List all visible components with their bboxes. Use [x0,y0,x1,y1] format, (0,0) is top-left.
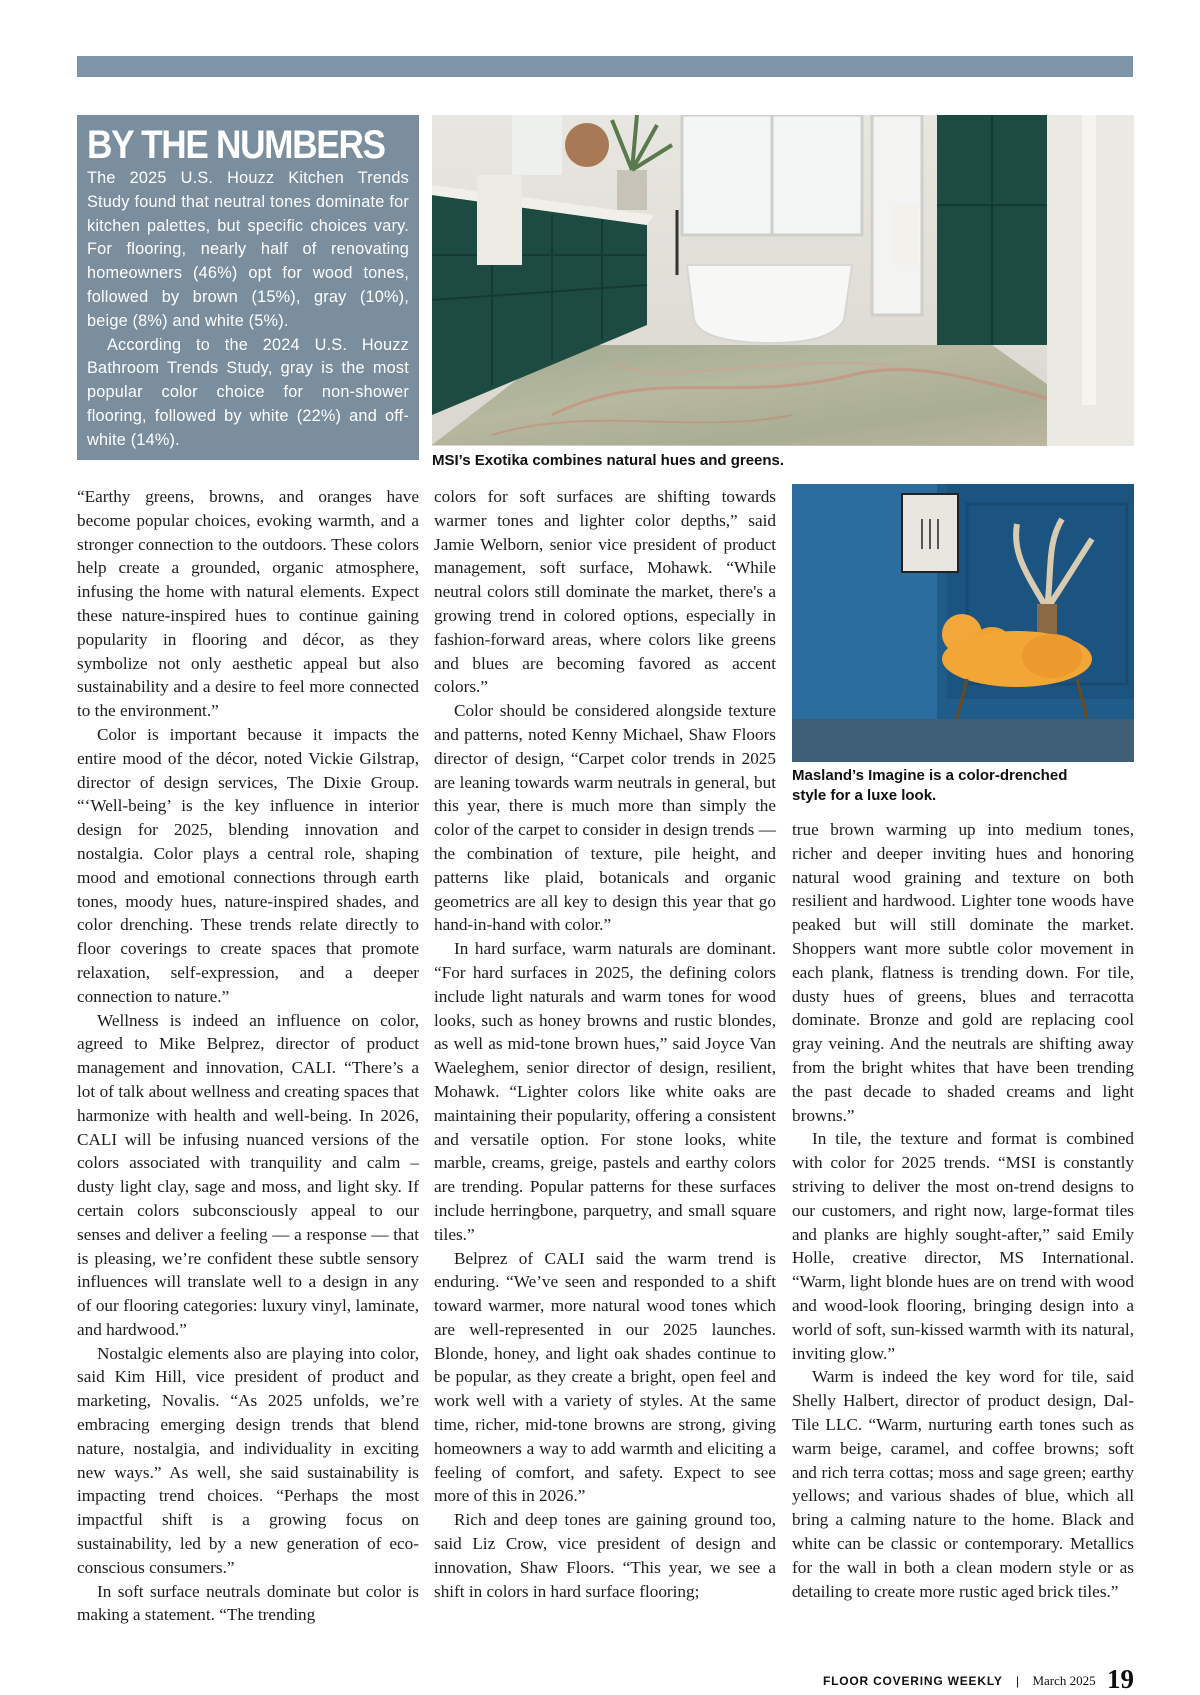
article-paragraph: In hard surface, warm naturals are dominant. “For hard surfaces in 2025, the defining colors include light naturals and warm tones for wood looks, such as honey browns and rustic blondes, as well as mid-tone brown hues,” said Joyce Van Waeleghem, senior director of design, resilient, Mohawk. “Lighter colors like white oaks are maintaining their popularity, offering a consistent and versatile option. For stone looks, white marble, creams, greige, pastels and earthy colors are trending. Popular patterns for these surfaces include herringbone, parquetry, and small square tiles.” [434,939,776,1244]
blue-room-chair-photo [792,484,1134,762]
article-paragraph: Rich and deep tones are gaining ground too, said Liz Crow, vice president of design and innovation, Shaw Floors. “This year, we see a shift in colors in hard surface flooring; [434,1510,776,1601]
article-paragraph: Nostalgic elements also are playing into color, said Kim Hill, vice president of product and marketing, Novalis. “As 2025 unfolds, we’re embracing emerging design trends that blend nature, nostalgia, and individuality in exciting new ways.” As well, she said sustainability is impacting trend choices. “Perhaps the most impactful shift is a growing focus on sustainability, led by a new generation of eco-conscious consumers.” [77,1343,419,1577]
publication-name: FLOOR COVERING WEEKLY [822,1674,1003,1688]
by-the-numbers-sidebar [77,115,419,460]
article-paragraph: colors for soft surfaces are shifting towards warmer tones and lighter color depths,” said Jamie Welborn, senior vice president of product management, soft surface, Mohawk. “While neutral colors still dominate the market, there's a growing trend in colored options, especially in fashion-forward areas, where colors like greens and blues are becoming favored as accent colors.” [434,487,776,697]
article-column-1 [77,485,419,1627]
sidebar-paragraph: According to the 2024 U.S. Houzz Bathroom Trends Study, gray is the most popular color choice for non-shower flooring, followed by white (22%) and off-white (14%). [87,335,409,449]
bathroom-photo [432,115,1134,446]
article-paragraph: Wellness is indeed an influence on color, agreed to Mike Belprez, director of product management and innovation, CALI. “There’s a lot of talk about wellness and creating spaces that harmonize with health and well-being. In 2026, CALI will be infusing nuanced versions of the colors associated with tranquility and calm – dusty light clay, sage and moss, and light sky. If certain colors subconsciously appeal to our senses and deliver a feeling — a response — that is pleasing, we’re confident these subtle sensory influences will translate well to a design in any of our flooring categories: luxury vinyl, laminate, and hardwood.” [77,1010,419,1339]
issue-date: March 2025 [1032,1673,1096,1688]
article-column-2 [434,485,776,1603]
article-paragraph: In tile, the texture and format is combined with color for 2025 trends. “MSI is constantly striving to deliver the most on-trend designs to our customers, and right now, large-format tiles and planks are highly sought-after,” said Emily Holle, creative director, MS International. “Warm, light blonde hues are on trend with wood and wood-look flooring, bringing design into a world of soft, sun-kissed warmth with its natural, inviting glow.” [792,1129,1134,1363]
footer-separator: | [1016,1674,1020,1688]
article-paragraph: true brown warming up into medium tones, richer and deeper inviting hues and honoring natural wood graining and texture on both resilient and hardwood. Lighter tone woods have peaked but will still dominate the market. Shoppers want more subtle color movement in each plank, flatness is trending down. For tile, dusty hues of greens, blues and terracotta dominate. Bronze and gold are replacing cool gray veining. And the neutrals are shifting away from the bright whites that have been trending the past decade to shaded creams and light browns.” [792,820,1134,1125]
page-number: 19 [1107,1664,1134,1694]
page-footer [800,1664,1134,1695]
sidebar-paragraph: The 2025 U.S. Houzz Kitchen Trends Study found that neutral tones dominate for kitchen palettes, but specific choices vary. For flooring, nearly half of renovating homeowners (46%) opt for wood tones, followed by brown (15%), gray (10%), beige (8%) and white (5%). [87,169,409,330]
header-bar [77,56,1133,77]
article-paragraph: Belprez of CALI said the warm trend is enduring. “We’ve seen and responded to a shift toward warmer, more natural wood tones which are well-represented in our 2025 launches. Blonde, honey, and light oak shades continue to be popular, as they create a bright, open feel and work well with a variety of styles. At the same time, richer, mid-tone browns are strong, giving homeowners a way to add warmth and eliciting a feeling of comfort, and safety. Expect to see more of this in 2026.” [434,1248,776,1506]
article-paragraph: Color is important because it impacts the entire mood of the décor, noted Vickie Gilstrap, director of design services, The Dixie Group. “‘Well-being’ is the key influence in interior design for 2025, blending innovation and nostalgia. Color plays a central role, shaping mood and emotional connections through earth tones, moody hues, nature-inspired shades, and color drenching. These trends relate directly to floor coverings to create spaces that promote relaxation, self-expression, and a deeper connection to nature.” [77,724,419,1006]
article-paragraph: “Earthy greens, browns, and oranges have become popular choices, evoking warmth, and a stronger connection to the outdoors. These colors help create a grounded, organic atmosphere, infusing the home with natural elements. Expect these nature-inspired hues to continue gaining popularity in flooring and décor, as they symbolize not only aesthetic appeal but also sustainability and a desire to feel more connected to the environment.” [77,487,419,721]
article-paragraph: Warm is indeed the key word for tile, said Shelly Halbert, director of product design, Dal-Tile LLC. “Warm, nurturing earth tones such as warm beige, caramel, and coffee browns; soft and rich terra cottas; moss and sage green; earthy yellows; and various shades of blue, which all bring a calming nature to the home. Black and white can be classic or contemporary. Metallics for the wall in both a clean modern style or as detailing to create more rustic aged brick tiles.” [792,1367,1134,1601]
sidebar-title: BY THE NUMBERS [87,123,385,167]
article-paragraph: In soft surface neutrals dominate but color is making a statement. “The trending [77,1581,419,1625]
chair-photo-caption: Masland’s Imagine is a color-drenched style for a luxe look. [792,767,1068,804]
article-paragraph: Color should be considered alongside texture and patterns, noted Kenny Michael, Shaw Floors director of design, “Carpet color trends in 2025 are leaning towards warm neutrals in general, but this year, there is much more than simply the color of the carpet to consider in design trends — the combination of texture, pile height, and patterns like plaid, botanicals and organic geometrics are all key to design this year that go hand-in-hand with color.” [434,701,776,935]
article-column-3 [792,818,1134,1603]
bathroom-photo-caption: MSI’s Exotika combines natural hues and greens. [432,452,785,469]
